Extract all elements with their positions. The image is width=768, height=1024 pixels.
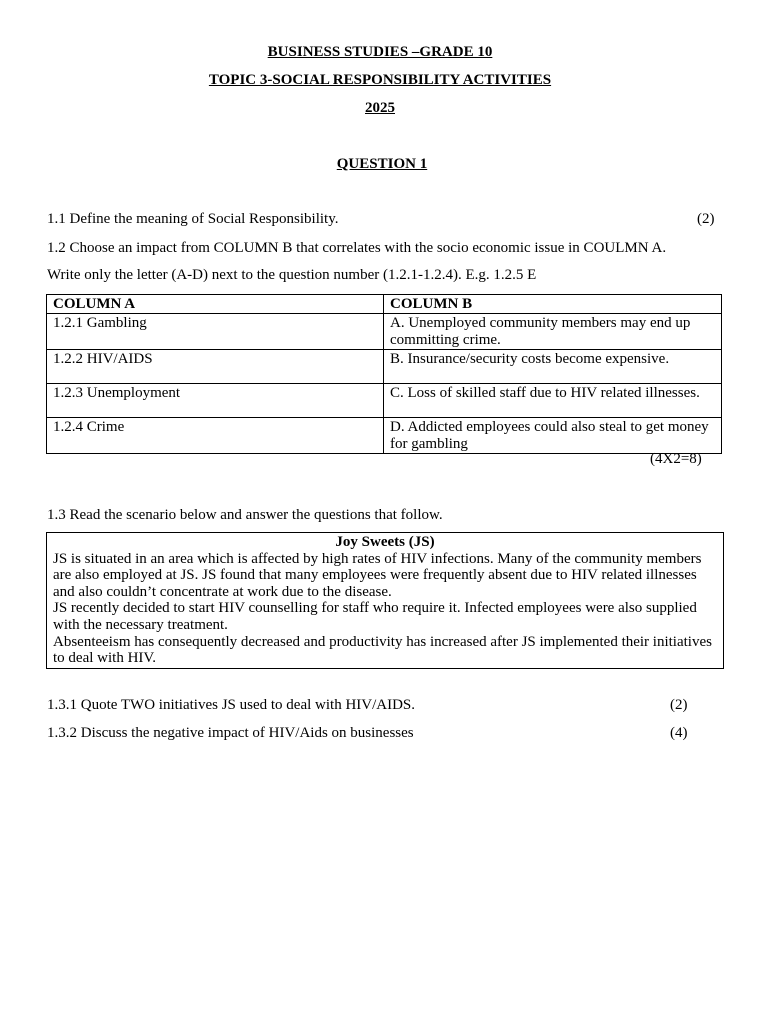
column-a-cell: 1.2.4 Crime [47,418,384,454]
question-title: QUESTION 1 [336,156,428,172]
scenario-paragraph: JS recently decided to start HIV counselling for staff who require it. Infected employees were also supplied with the necessary treatment. [53,600,697,633]
question-1-3-2: 1.3.2 Discuss the negative impact of HIV/Aids on businesses [47,725,414,741]
question-1-3-1: 1.3.1 Quote TWO initiatives JS used to deal with HIV/AIDS. [47,697,416,713]
column-a-cell: 1.2.3 Unemployment [47,384,384,418]
table-row [47,384,722,418]
question-1-3-1-marks: (2) [670,697,688,713]
question-1-2-marks: (4X2=8) [650,451,702,467]
scenario-title: Joy Sweets (JS) [335,534,435,550]
column-b-cell: D. Addicted employees could also steal to get money for gambling [384,418,722,454]
scenario-box [46,532,724,669]
topic-heading: TOPIC 3-SOCIAL RESPONSIBILITY ACTIVITIES [208,72,552,88]
question-1-1-marks: (2) [697,211,715,227]
question-1-1: 1.1 Define the meaning of Social Responsibility. [47,211,339,227]
table-row [47,350,722,384]
column-a-cell: 1.2.2 HIV/AIDS [47,350,384,384]
question-1-3: 1.3 Read the scenario below and answer the questions that follow. [47,507,443,523]
column-b-cell: C. Loss of skilled staff due to HIV related illnesses. [384,384,722,418]
column-b-cell: A. Unemployed community members may end up committing crime. [384,314,722,350]
year-heading: 2025 [365,100,395,116]
subject-heading: BUSINESS STUDIES –GRADE 10 [267,44,493,60]
question-1-3-2-marks: (4) [670,725,688,741]
question-1-2: 1.2 Choose an impact from COLUMN B that correlates with the socio economic issue in COULMN A. [47,240,667,256]
question-1-2-instruction: Write only the letter (A-D) next to the question number (1.2.1-1.2.4). E.g. 1.2.5 E [47,267,537,283]
table-header-row [47,295,722,314]
column-a-header: COLUMN A [47,295,384,314]
table-row [47,418,722,454]
column-b-cell: B. Insurance/security costs become expensive. [384,350,722,384]
column-b-header: COLUMN B [384,295,722,314]
column-a-cell: 1.2.1 Gambling [47,314,384,350]
table-row [47,314,722,350]
scenario-paragraph: JS is situated in an area which is affected by high rates of HIV infections. Many of the community members are also employed at JS. JS found that many employees were frequently absent due to HIV related illnesses and also couldn’t concentrate at work due to the disease. [53,550,702,600]
scenario-paragraph: Absenteeism has consequently decreased and productivity has increased after JS implemented their initiatives to deal with HIV. [53,633,712,667]
matching-table [46,294,722,454]
